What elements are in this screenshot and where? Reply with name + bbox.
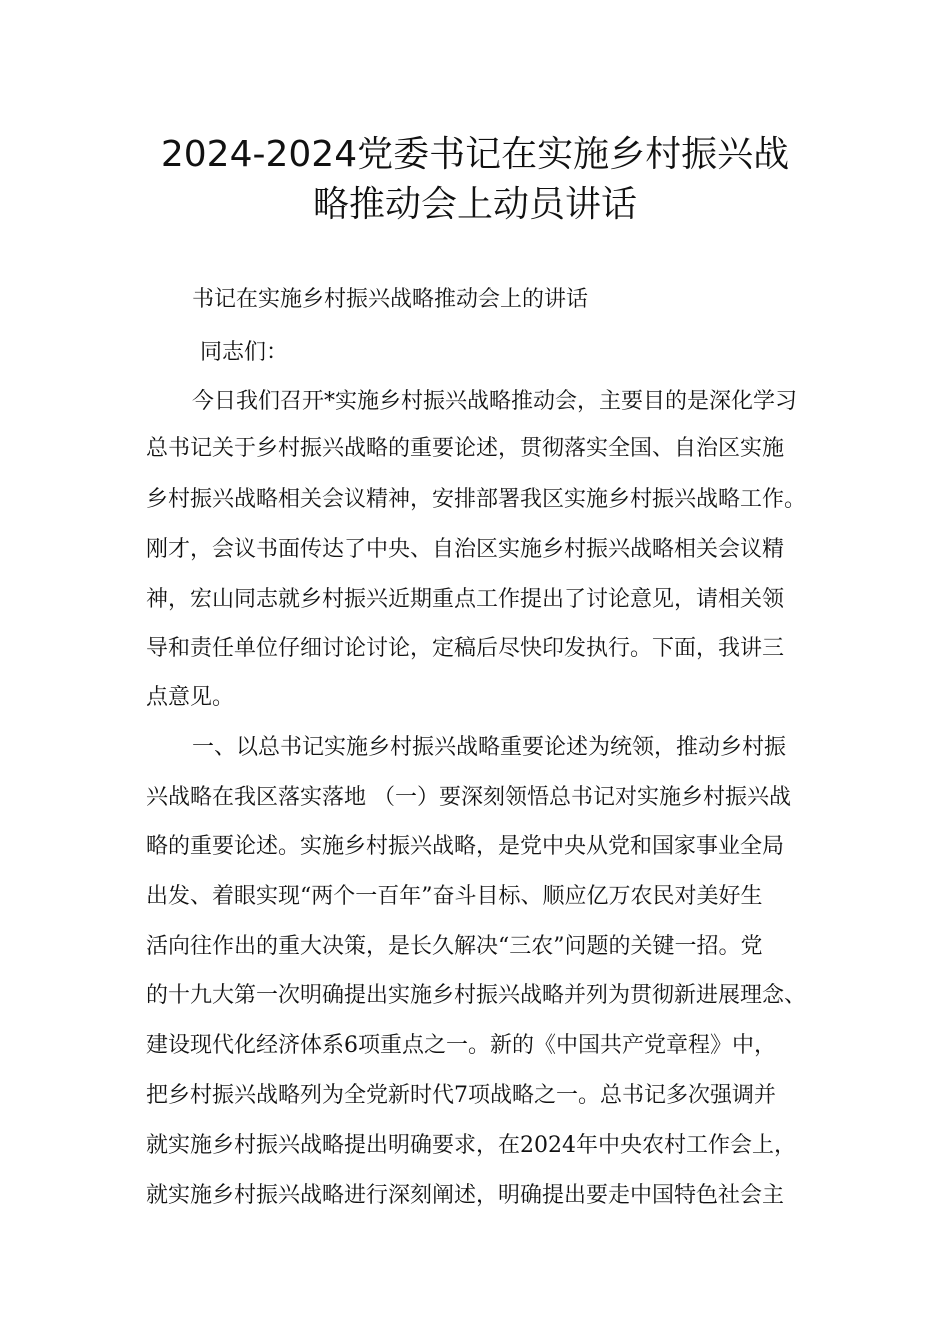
paragraph-2-line-9: 就实施乡村振兴战略提出明确要求，在2024年中央农村工作会上，: [146, 1133, 796, 1158]
document-subtitle: 书记在实施乡村振兴战略推动会上的讲话: [192, 287, 589, 312]
salutation: 同志们：: [200, 340, 289, 365]
paragraph-1-line-1: 今日我们召开*实施乡村振兴战略推动会，主要目的是深化学习: [192, 389, 798, 414]
paragraph-2-line-6: 的十九大第一次明确提出实施乡村振兴战略并列为贯彻新进展理念、: [146, 983, 807, 1008]
paragraph-1-line-6: 导和责任单位仔细讨论讨论，定稿后尽快印发执行。下面，我讲三: [146, 636, 785, 661]
paragraph-1-line-7: 点意见。: [146, 685, 235, 710]
paragraph-1-line-5: 神，宏山同志就乡村振兴近期重点工作提出了讨论意见，请相关领: [146, 587, 785, 612]
document-title-line-1: 2024-2024党委书记在实施乡村振兴战: [160, 134, 790, 175]
paragraph-2-line-10: 就实施乡村振兴战略进行深刻阐述，明确提出要走中国特色社会主: [146, 1183, 785, 1208]
document-title-line-2: 略推动会上动员讲话: [312, 184, 637, 225]
paragraph-1-line-4: 刚才，会议书面传达了中央、自治区实施乡村振兴战略相关会议精: [146, 537, 785, 562]
paragraph-1-line-3: 乡村振兴战略相关会议精神，安排部署我区实施乡村振兴战略工作。: [146, 487, 807, 512]
paragraph-2-line-4: 出发、着眼实现“两个一百年”奋斗目标、顺应亿万农民对美好生: [146, 884, 763, 909]
paragraph-2-line-8: 把乡村振兴战略列为全党新时代7项战略之一。总书记多次强调并: [146, 1083, 776, 1108]
paragraph-2-line-3: 略的重要论述。实施乡村振兴战略，是党中央从党和国家事业全局: [146, 834, 785, 859]
paragraph-2-line-1: 一、以总书记实施乡村振兴战略重要论述为统领，推动乡村振: [192, 735, 787, 760]
paragraph-2-line-5: 活向往作出的重大决策，是长久解决“三农”问题的关键一招。党: [146, 934, 763, 959]
paragraph-1-line-2: 总书记关于乡村振兴战略的重要论述，贯彻落实全国、自治区实施: [146, 436, 785, 461]
paragraph-2-line-2: 兴战略在我区落实落地 （一）要深刻领悟总书记对实施乡村振兴战: [146, 785, 791, 810]
paragraph-2-line-7: 建设现代化经济体系6项重点之一。新的《中国共产党章程》中，: [146, 1033, 776, 1058]
